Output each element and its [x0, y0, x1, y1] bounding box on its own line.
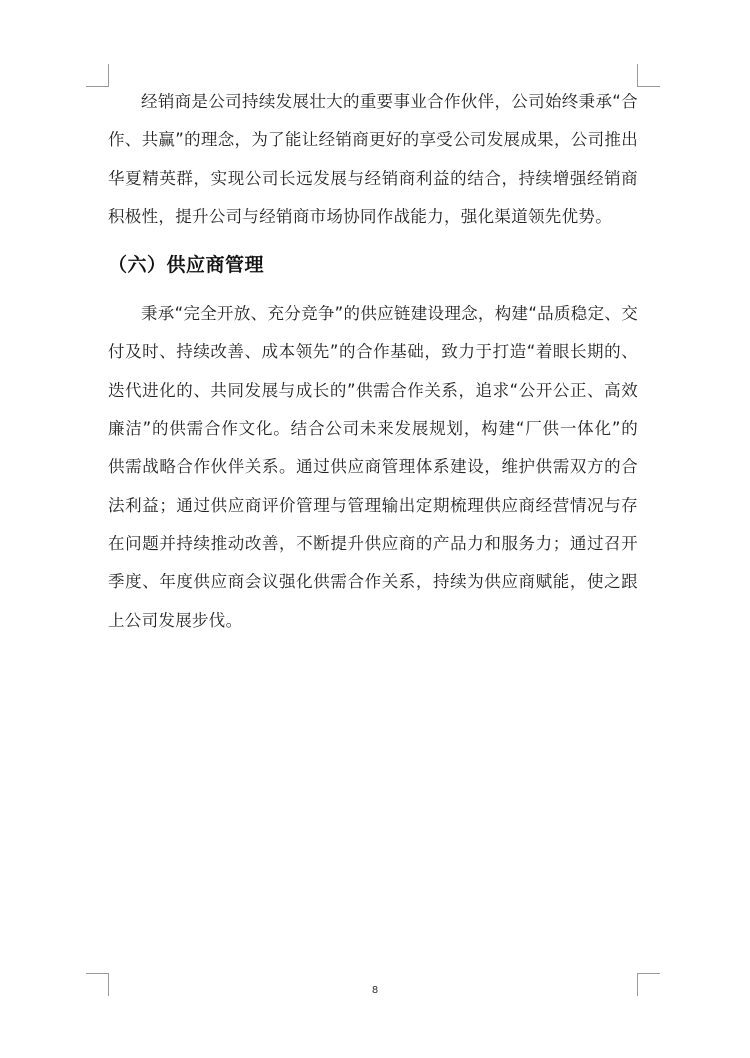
page-body [108, 83, 638, 640]
section-heading-supplier-management: （六）供应商管理 [108, 254, 265, 277]
crop-mark-top-left [86, 64, 109, 87]
crop-mark-top-right [637, 64, 660, 87]
page-number: 8 [371, 985, 379, 996]
paragraph-supplier-management: 秉承“完全开放、充分竞争”的供应链建设理念，构建“品质稳定、交付及时、持续改善、成本领先”的合作基础，致力于打造“着眼长期的、迭代进化的、共同发展与成长的”供需合作关系，追求“公开公正、高效廉洁”的供需合作文化。结合公司未来发展规划，构建“厂供一体化”的供需战略合作伙伴关系。通过供应商管理体系建设，维护供需双方的合法利益；通过供应商评价管理与管理输出定期梳理供应商经营情况与存在问题并持续推动改善，不断提升供应商的产品力和服务力；通过召开季度、年度供应商会议强化供需合作关系，持续为供应商赋能，使之跟上公司发展步伐。 [108, 304, 638, 630]
paragraph-distributors: 经销商是公司持续发展壮大的重要事业合作伙伴，公司始终秉承“合作、共赢”的理念，为了能让经销商更好的享受公司发展成果，公司推出华夏精英群，实现公司长远发展与经销商利益的结合，持续增强经销商积极性，提升公司与经销商市场协同作战能力，强化渠道领先优势。 [108, 92, 638, 226]
